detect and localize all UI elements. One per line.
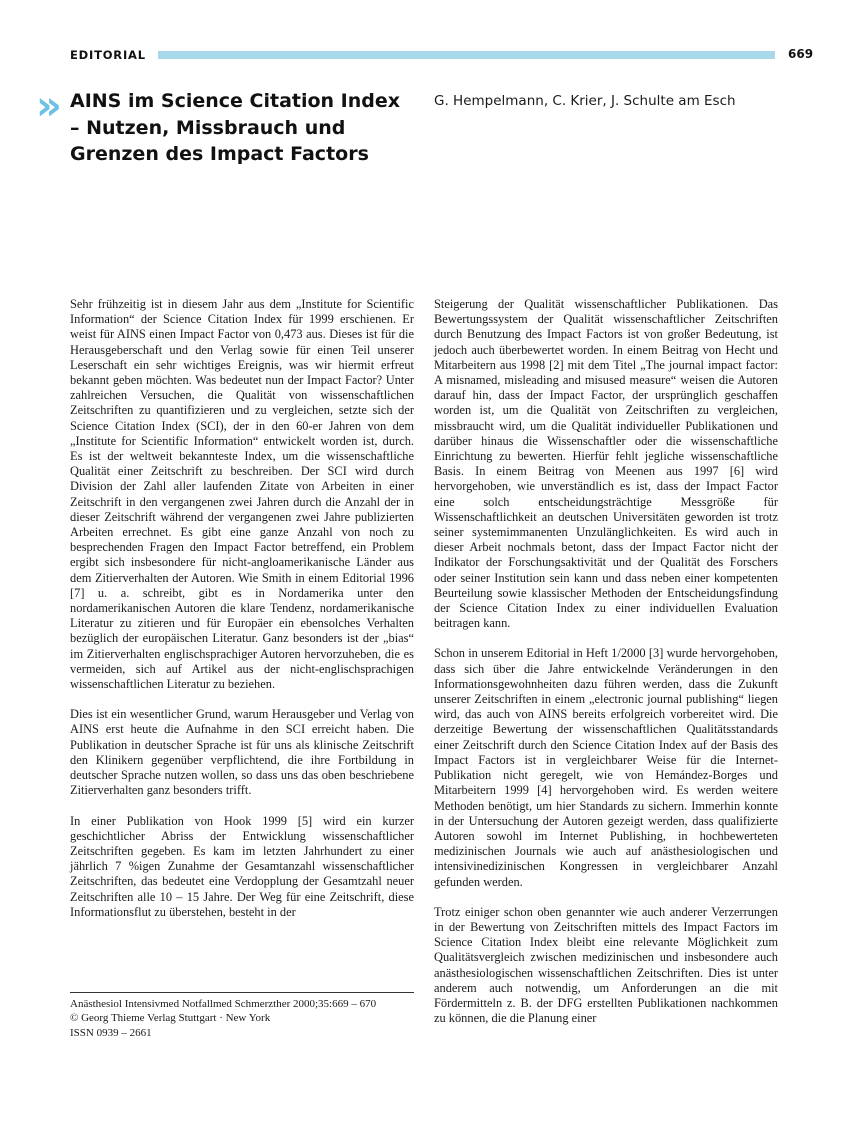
paragraph: In einer Publikation von Hook 1999 [5] wird ein kurzer geschichtlicher Abriss der Entwicklung wissenschaftlicher Zeitschriften gegeben. Es kam im letzten Jahrhundert zu einer jährlich 7 %igen Zunahme der Gesamtanzahl wissenschaftlicher Zeitschriften, das bedeutet eine Verdopplung der Gesamtzahl neuer Zeitschriften alle 10 – 15 Jahre. Der Weg für eine Zeitschrift, diese Informationsflut zu überstehen, besteht in der: [70, 813, 414, 919]
header-bar: [158, 51, 775, 59]
journal-footer: [70, 997, 414, 1040]
article-title: AINS im Science Citation Index – Nutzen, Missbrauch und Grenzen des Impact Factors: [70, 90, 401, 165]
journal-citation: Anästhesiol Intensivmed Notfallmed Schmerzther 2000;35:669 – 670: [70, 998, 377, 1010]
section-label: EDITORIAL: [70, 48, 146, 62]
footer-divider: [70, 992, 414, 993]
paragraph: Dies ist ein wesentlicher Grund, warum Herausgeber und Verlag von AINS erst heute die Aufnahme in den SCI erreicht haben. Die Publikation in deutscher Sprache ist für uns als klinische Zeitschrift den Klinikern gegenüber verpflichtend, die ihre Fortbildung in deutscher Sprache nutzen wollen, so dass uns das oben beschriebene Zitierverhalten ganz besonders trifft.: [70, 707, 414, 798]
paragraph: Schon in unserem Editorial in Heft 1/2000 [3] wurde hervorgehoben, dass sich über die Jahre entwickelnde Veränderungen in den Informationsgewohnheiten dazu führen werden, dass die Zukunft unserer Zeitschriften in einem „electronic journal publishing“ liegen wird, das auch von AINS bereits erfolgreich vorbereitet wird. Die derzeitige Bewertung der wissenschaftlichen Qualitätsstandards einer Zeitschrift durch den Science Citation Index auf der Basis des Impact Factors ist in vergleichbarer Weise für die Internet-Publikation nicht geregelt, wie von Hemández-Borges und Mitarbeitern 1999 [4] hervorgehoben wird. Es werden weitere Methoden benötigt, um hier Standards zu sichern. Immerhin konnte in der Untersuchung der Autoren gezeigt werden, dass qualifizierte Autoren sowohl im Internet Publishing, in hochbewerteten medizinischen Journals wie auch auf anästhesiologischen und intensivinedizinischen Kongressen in vergleichbarer Anzahl gefunden werden.: [434, 646, 778, 889]
paragraph: Steigerung der Qualität wissenschaftlicher Publikationen. Das Bewertungssystem der Qualität wissenschaftlicher Zeitschriften durch Benutzung des Impact Factors ist von großer Bedeutung, ist jedoch auch überbewertet worden. In einem Beitrag von Hecht und Mitarbeitern aus 1998 [2] mit dem Titel „The journal impact factor: A misnamed, misleading and misused measure“ weisen die Autoren darauf hin, dass der Impact Factor, der ursprünglich geschaffen worden ist, um die Qualität von Zeitschriften zu vergleichen, missbraucht wird, um die Qualität individueller Publikationen und darüber hinaus die Wissenschaftler oder die wissenschaftliche Einrichtung zu bewerten. Hierfür fehlt jegliche wissenschaftliche Basis. In einem Beitrag von Meenen aus 1997 [6] wird hervorgehoben, wie unverständlich es ist, dass der Impact Factor eine solch entscheidungsträchtige Messgröße für Wissenschaftlichkeit an deutschen Universitäten geworden ist trotz seiner systemimmanenten Unzulänglichkeiten. Es wird auch in dieser Arbeit nochmals betont, dass der Impact Factor nicht der Indikator der Forschungsaktivität und der Qualität des Forschers oder seiner Institution sein kann und dass neben einer kompetenten Beurteilung sowie klassischer Methoden der Entscheidungsfindung der Science Citation Index zu einer individuellen Evaluation beitragen kann.: [434, 297, 778, 631]
right-column: [434, 297, 778, 1041]
page-number: 669: [788, 47, 814, 61]
paragraph: Trotz einiger schon oben genannter wie auch anderer Verzerrungen in der Bewertung von Zeitschriften mittels des Impact Factors im Science Citation Index bleibt eine relevante Möglichkeit zum Qualitätsvergleich zwischen medizinischen und insbesondere auch anästhesiologischen wissenschaftlichen Zeitschriften. Dies ist unter anderem auch notwendig, um Anforderungen an die mit Fördermitteln z. B. der DFG erstellten Publikationen nachkommen zu können, die die Planung einer: [434, 904, 778, 1026]
paragraph: Sehr frühzeitig ist in diesem Jahr aus dem „Institute for Scientific Information“ der Science Citation Index für 1999 erschienen. Er weist für AINS einen Impact Factor von 0,473 aus. Dieses ist für die Herausgeberschaft und den Verlag sowie für einen Teil unserer Leserschaft ein sehr wichtiges Ereignis, was wir hiermit erfreut bekannt geben möchten. Was bedeutet nun der Impact Factor? Unter zahlreichen Versuchen, die Qualität von wissenschaftlichen Zeitschriften zu quantifizieren und zu vergleichen, setzte sich der Science Citation Index (SCI), der in den 60-er Jahren von dem „Institute for Scientific Information“ entwickelt worden ist, durch. Es ist der weltweit bekannteste Index, um die wissenschaftliche Qualität einer Zeitschrift zu beschreiben. Der SCI wird durch Division der Zahl aller laufenden Zitate von Arbeiten in einer Zeitschrift in den vergangenen zwei Jahren durch die Anzahl der in dieser Zeitschrift während der vergangenen zwei Jahre publizierten Arbeiten errechnet. Es gibt eine ganze Anzahl von noch zu besprechenden Fragen den Impact Factor betreffend, ein Problem ergibt sich insbesondere für nicht-angloamerikanische Länder aus dem Zitierverhalten der Autoren. Wie Smith in einem Editorial 1996 [7] u. a. schreibt, gibt es in Nordamerika unter den nordamerikanischen Autoren die klare Tendenz, nordamerikanische Literatur zu zitieren und für Europäer ein ebensolches Verhalten bezüglich der europäischen Literatur. Ganz besonders ist der „bias“ im Zitierverhalten englischsprachiger Autoren hervorzuheben, die es vermeiden, sich auf Artikel aus der nicht-englischsprachigen wissenschaftlichen Literatur zu beziehen.: [70, 297, 414, 692]
issn: ISSN 0939 – 2661: [70, 1026, 152, 1039]
quote-mark-icon: »: [36, 83, 58, 129]
publisher-line: © Georg Thieme Verlag Stuttgart · New York: [70, 1012, 271, 1025]
left-column: [70, 297, 414, 935]
article-authors: G. Hempelmann, C. Krier, J. Schulte am Esch: [434, 93, 736, 109]
